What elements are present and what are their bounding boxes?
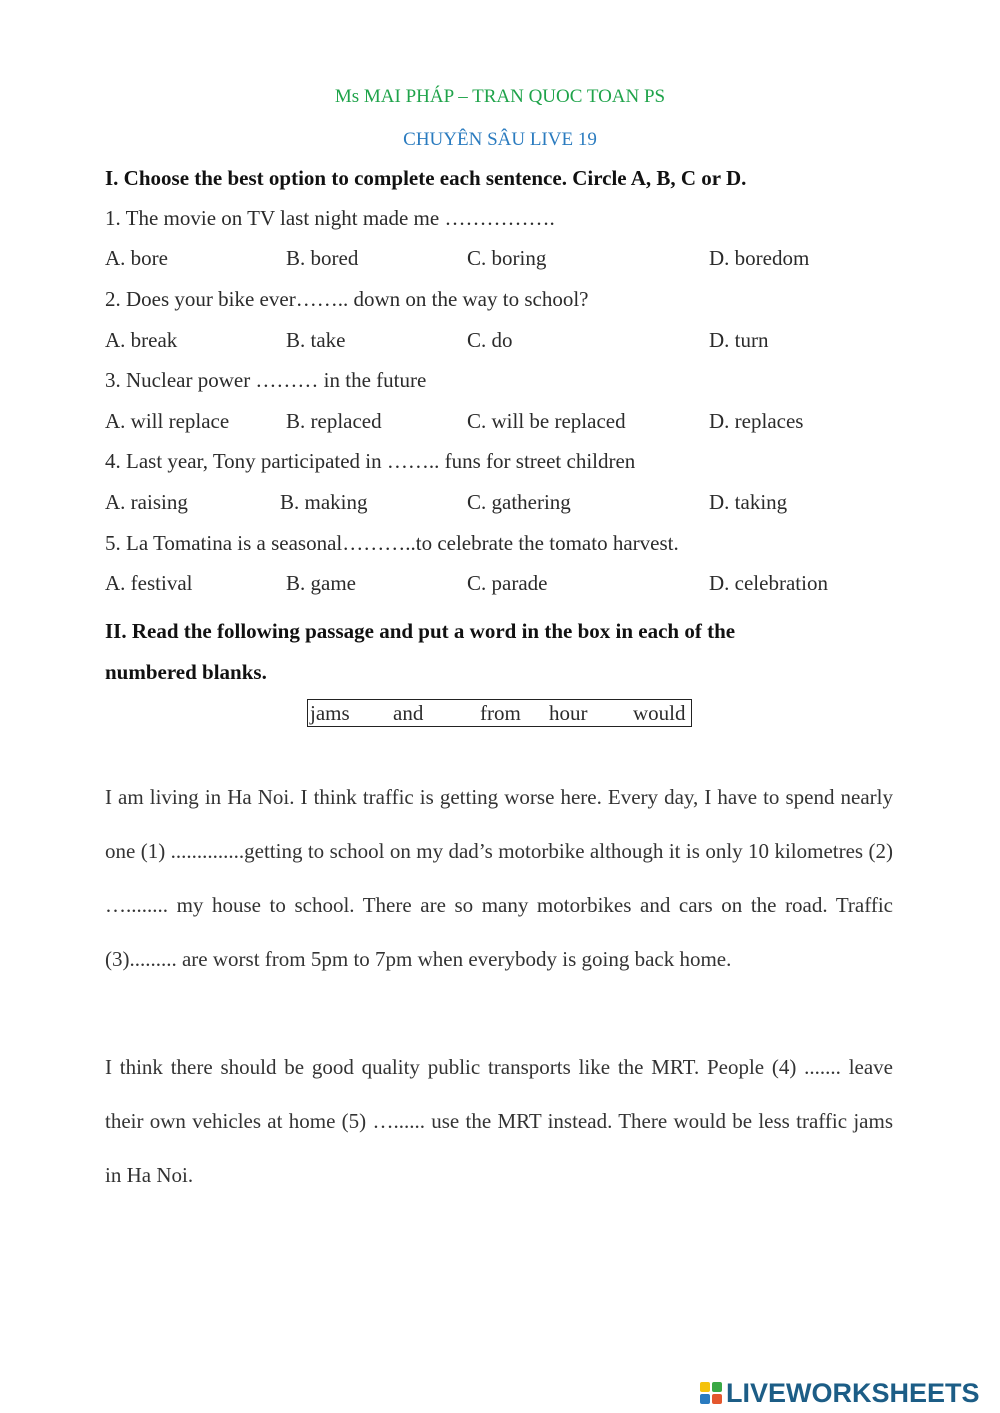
q4-option-c[interactable]: C. gathering — [467, 490, 571, 514]
q1-option-a[interactable]: A. bore — [105, 246, 168, 270]
q5-option-a[interactable]: A. festival — [105, 571, 193, 595]
q2-option-d[interactable]: D. turn — [709, 328, 769, 352]
q2-option-a[interactable]: A. break — [105, 328, 178, 352]
q5-option-d[interactable]: D. celebration — [709, 571, 828, 595]
word-box-item: hour — [549, 701, 588, 725]
question-1: 1. The movie on TV last night made me ……………. — [105, 206, 555, 230]
q3-option-d[interactable]: D. replaces — [709, 409, 804, 433]
word-box-item: would — [633, 701, 686, 725]
q3-option-b[interactable]: B. replaced — [286, 409, 382, 433]
header-title: CHUYÊN SÂU LIVE 19 — [403, 129, 597, 150]
q1-option-c[interactable]: C. boring — [467, 246, 547, 270]
passage-paragraph-1: I am living in Ha Noi. I think traffic is getting worse here. Every day, I have to spend nearly one (1) ..............getting to school on my dad’s motorbike although it is only 10 kilometres (2) …........ my house to school. There are so many motorbikes and cars on the road. Traffic (3)......... are worst from 5pm to 7pm when everybody is going back home. — [105, 785, 893, 971]
q5-option-c[interactable]: C. parade — [467, 571, 548, 595]
question-4: 4. Last year, Tony participated in …….. funs for street children — [105, 449, 636, 473]
q4-option-a[interactable]: A. raising — [105, 490, 188, 514]
section2-title-line1: II. Read the following passage and put a word in the box in each of the — [105, 619, 736, 643]
q2-option-b[interactable]: B. take — [286, 328, 346, 352]
q1-option-d[interactable]: D. boredom — [709, 246, 810, 270]
liveworksheets-logo — [700, 1378, 980, 1408]
word-box — [307, 699, 692, 727]
q3-option-c[interactable]: C. will be replaced — [467, 409, 626, 433]
word-box-item: and — [393, 701, 424, 725]
question-5: 5. La Tomatina is a seasonal………..to celebrate the tomato harvest. — [105, 531, 679, 555]
question-3: 3. Nuclear power ……… in the future — [105, 368, 427, 392]
question-2: 2. Does your bike ever…….. down on the way to school? — [105, 287, 589, 311]
section2-title-line2: numbered blanks. — [105, 660, 267, 684]
q4-option-b[interactable]: B. making — [280, 490, 368, 514]
q3-option-a[interactable]: A. will replace — [105, 409, 230, 433]
q5-option-b[interactable]: B. game — [286, 571, 356, 595]
q1-option-b[interactable]: B. bored — [286, 246, 359, 270]
logo-text: LIVEWORKSHEETS — [726, 1377, 980, 1408]
passage-paragraph-2: I think there should be good quality public transports like the MRT. People (4) ....... leave their own vehicles at home (5) …...... use the MRT instead. There would be less traffic jams in Ha Noi. — [105, 1055, 893, 1187]
liveworksheets-logo-icon — [700, 1382, 722, 1404]
q4-option-d[interactable]: D. taking — [709, 490, 788, 514]
word-box-item: from — [480, 701, 521, 725]
header-teacher: Ms MAI PHÁP – TRAN QUOC TOAN PS — [334, 86, 666, 107]
q2-option-c[interactable]: C. do — [467, 328, 513, 352]
word-box-item: jams — [310, 701, 350, 725]
section1-title: I. Choose the best option to complete each sentence. Circle A, B, C or D. — [105, 166, 747, 190]
